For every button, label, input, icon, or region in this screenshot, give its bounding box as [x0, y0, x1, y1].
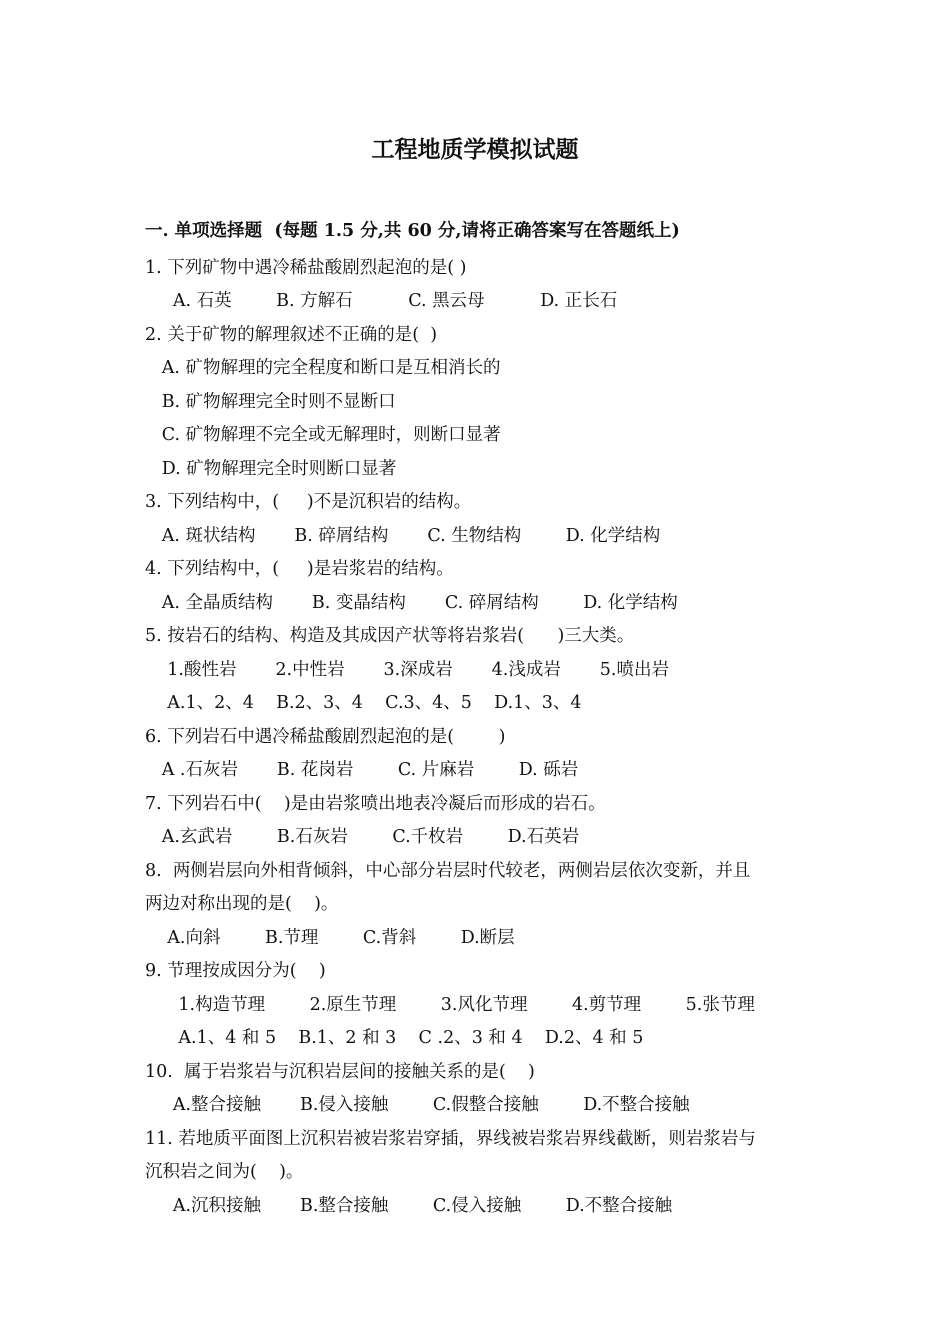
question-11-continued: 沉积岩之间为( )。 [145, 1162, 304, 1182]
question-2-option-c: C. 矿物解理不完全或无解理时，则断口显著 [145, 425, 501, 445]
question-4: 4. 下列结构中，( )是岩浆岩的结构。 [145, 559, 454, 579]
question-5-items: 1.酸性岩 2.中性岩 3.深成岩 4.浅成岩 5.喷出岩 [145, 660, 669, 680]
question-5: 5. 按岩石的结构、构造及其成因产状等将岩浆岩( )三大类。 [145, 626, 635, 646]
question-7: 7. 下列岩石中( )是由岩浆喷出地表冷凝后而形成的岩石。 [145, 794, 606, 814]
question-11-options: A.沉积接触 B.整合接触 C.侵入接触 D.不整合接触 [145, 1196, 673, 1216]
question-5-options: A.1、2、4 B.2、3、4 C.3、4、5 D.1、3、4 [145, 693, 582, 713]
question-9-options: A.1、4 和 5 B.1、2 和 3 C .2、3 和 4 D.2、4 和 5 [145, 1028, 644, 1048]
question-9-items: 1.构造节理 2.原生节理 3.风化节理 4.剪节理 5.张节理 [145, 995, 755, 1015]
question-6-options: A .石灰岩 B. 花岗岩 C. 片麻岩 D. 砾岩 [145, 760, 579, 780]
question-2: 2. 关于矿物的解理叙述不正确的是( ) [145, 325, 438, 345]
question-8-continued: 两边对称出现的是( )。 [145, 894, 339, 914]
question-2-option-b: B. 矿物解理完全时则不显断口 [145, 392, 396, 412]
question-3-options: A. 斑状结构 B. 碎屑结构 C. 生物结构 D. 化学结构 [145, 526, 661, 546]
question-2-option-d: D. 矿物解理完全时则断口显著 [145, 459, 397, 479]
question-10-options: A.整合接触 B.侵入接触 C.假整合接触 D.不整合接触 [145, 1095, 690, 1115]
question-11: 11. 若地质平面图上沉积岩被岩浆岩穿插，界线被岩浆岩界线截断，则岩浆岩与 [145, 1129, 756, 1149]
document-title: 工程地质学模拟试题 [371, 136, 579, 163]
question-8: 8. 两侧岩层向外相背倾斜，中心部分岩层时代较老，两侧岩层依次变新，并且 [145, 861, 751, 881]
question-7-options: A.玄武岩 B.石灰岩 C.千枚岩 D.石英岩 [145, 827, 580, 847]
question-10: 10. 属于岩浆岩与沉积岩层间的接触关系的是( ) [145, 1062, 535, 1082]
question-1: 1. 下列矿物中遇冷稀盐酸剧烈起泡的是( ) [145, 258, 467, 278]
question-6: 6. 下列岩石中遇冷稀盐酸剧烈起泡的是( ) [145, 727, 506, 747]
question-4-options: A. 全晶质结构 B. 变晶结构 C. 碎屑结构 D. 化学结构 [145, 593, 678, 613]
question-3: 3. 下列结构中，( )不是沉积岩的结构。 [145, 492, 472, 512]
question-2-option-a: A. 矿物解理的完全程度和断口是互相消长的 [145, 358, 501, 378]
section-heading: 一. 单项选择题 (每题 1.5 分,共 60 分,请将正确答案写在答题纸上) [145, 221, 680, 241]
question-8-options: A.向斜 B.节理 C.背斜 D.断层 [145, 928, 515, 948]
question-9: 9. 节理按成因分为( ) [145, 961, 326, 981]
question-1-options: A. 石英 B. 方解石 C. 黑云母 D. 正长石 [145, 291, 618, 311]
